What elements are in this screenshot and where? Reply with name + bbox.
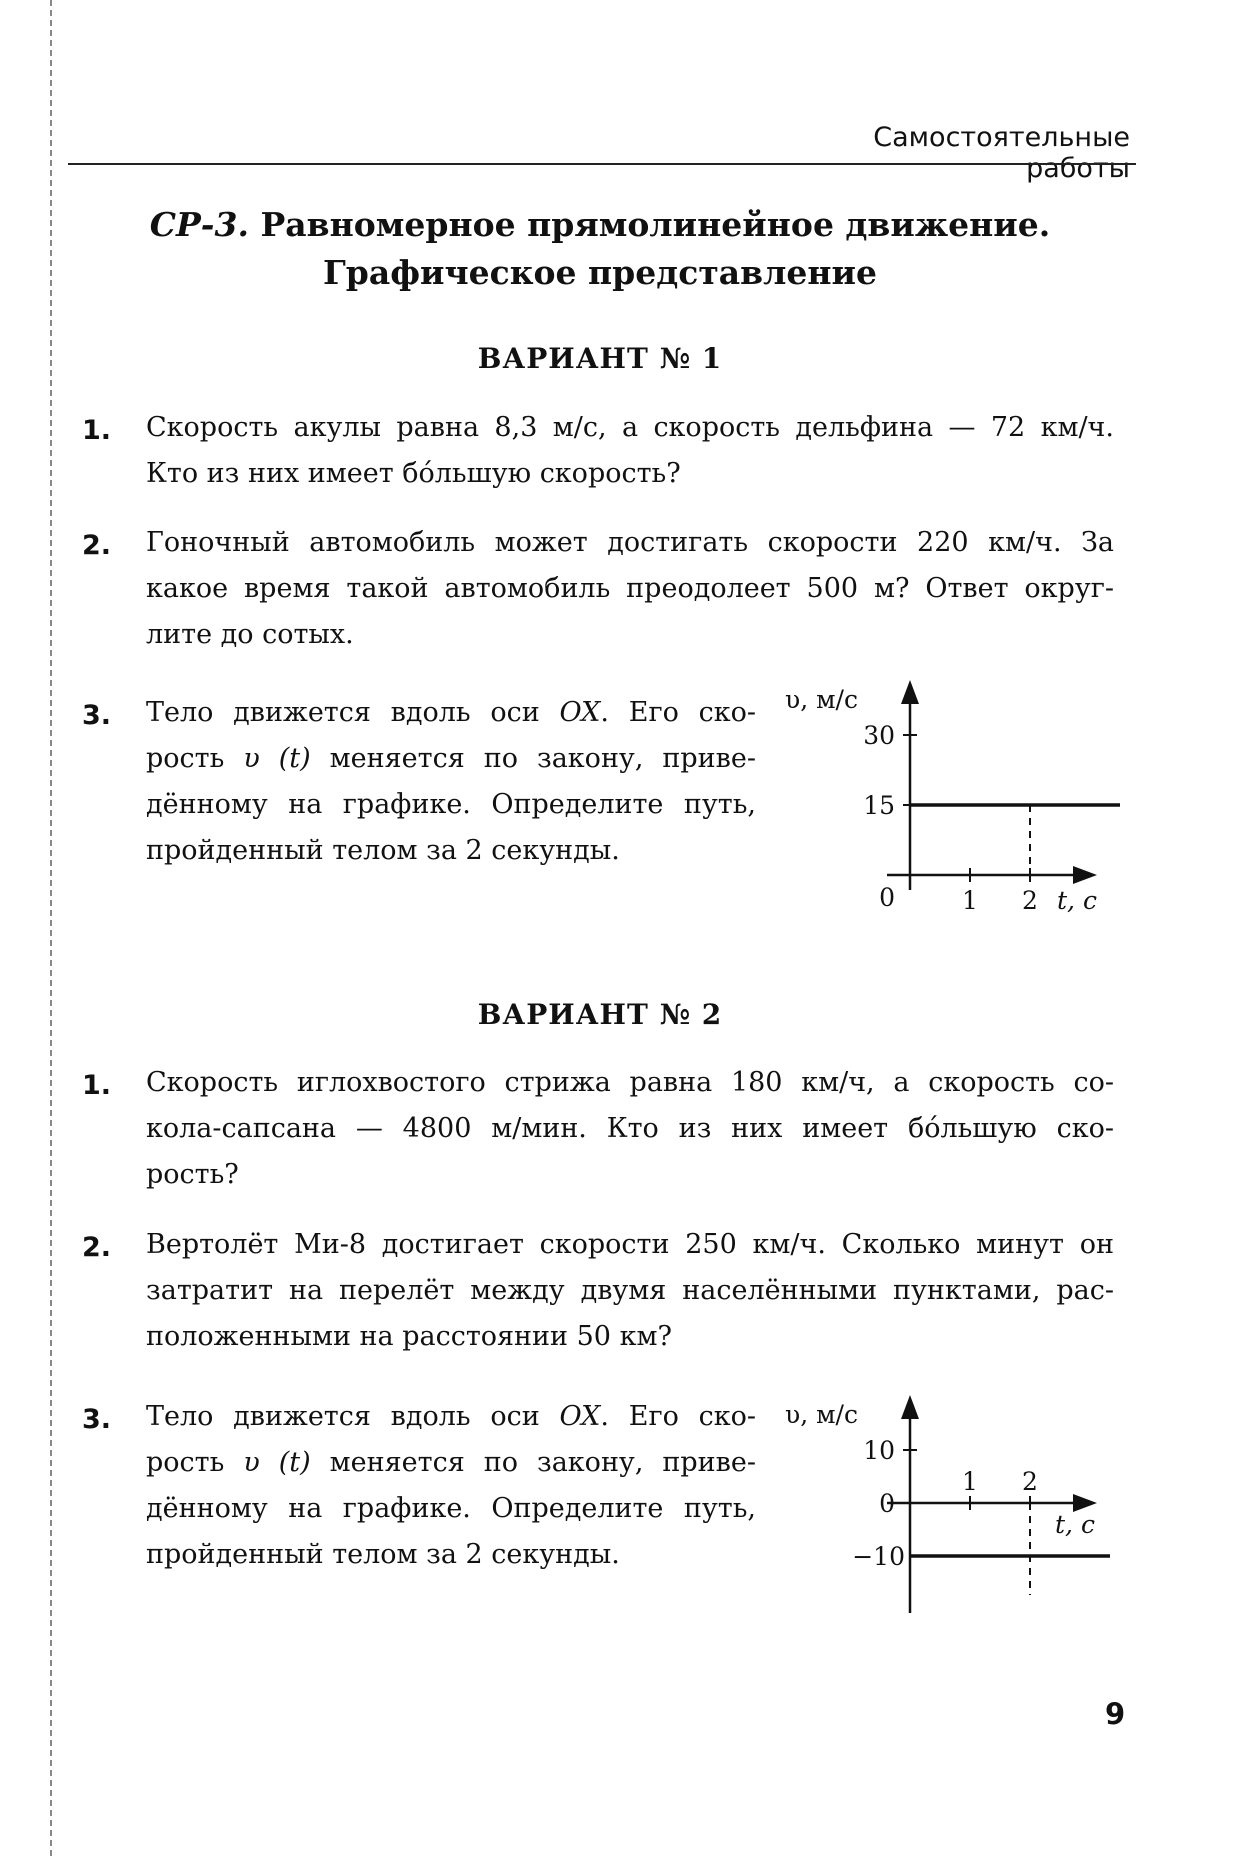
x-tick-label: 2	[1022, 1467, 1038, 1496]
y-tick-label: 10	[863, 1436, 895, 1465]
v1-task2-number: 2.	[82, 530, 112, 561]
text-line: положенными на расстоянии 50 км?	[146, 1321, 672, 1352]
v1-task1-number: 1.	[82, 415, 112, 446]
y-tick-label: 0	[879, 883, 895, 912]
v2-task3-number: 3.	[82, 1404, 112, 1435]
v1-task2-text	[146, 520, 1114, 658]
text-line: Тело движется вдоль оси OX. Его ско-	[146, 1401, 756, 1432]
work-title-line1: Равномерное прямолинейное движение.	[260, 205, 1051, 244]
v1-velocity-graph	[775, 680, 1120, 915]
x-axis-label: t, с	[1057, 886, 1097, 915]
axis-name: OX	[559, 697, 601, 728]
text-line: лите до сотых.	[146, 619, 354, 650]
variant-1-heading: ВАРИАНТ № 1	[477, 342, 723, 375]
v2-velocity-graph	[775, 1395, 1120, 1620]
v2-task2-text	[146, 1222, 1114, 1360]
text-line: какое время такой автомобиль преодолеет 500 м? Ответ округ-	[146, 573, 1114, 604]
y-tick-label: −10	[852, 1542, 905, 1571]
y-tick-label: 15	[863, 791, 895, 820]
x-axis-arrow	[1073, 866, 1097, 884]
velocity-function: υ (t)	[243, 1447, 311, 1478]
v1-task1-text	[146, 405, 1114, 497]
text-line: Скорость акулы равна 8,3 м/с, а скорость дельфина — 72 км/ч.	[146, 412, 1114, 443]
text-line: дённому на графике. Определите путь,	[146, 1493, 756, 1524]
text-line: Скорость иглохвостого стрижа равна 180 км/ч, а скорость со-	[146, 1067, 1114, 1098]
axis-name: OX	[559, 1401, 601, 1432]
x-axis-label: t, с	[1055, 1510, 1095, 1539]
y-axis-label: υ, м/с	[785, 1400, 858, 1429]
x-tick-label: 2	[1022, 886, 1038, 915]
y-axis-label: υ, м/с	[785, 685, 858, 714]
text-line: пройденный телом за 2 секунды.	[146, 1539, 620, 1570]
variant-2-heading: ВАРИАНТ № 2	[477, 998, 723, 1031]
v2-task2-number: 2.	[82, 1232, 112, 1263]
y-tick-label: 30	[863, 721, 895, 750]
y-tick-label: 0	[879, 1489, 895, 1518]
text-line: рость υ (t) меняется по закону, приве-	[146, 743, 756, 774]
velocity-function: υ (t)	[243, 743, 311, 774]
header-rule	[68, 163, 1136, 165]
text-line: дённому на графике. Определите путь,	[146, 789, 756, 820]
text-line: Гоночный автомобиль может достигать скорости 220 км/ч. За	[146, 527, 1114, 558]
y-axis-arrow	[901, 1395, 919, 1419]
text-line: рость?	[146, 1159, 239, 1190]
x-tick-label: 1	[962, 1467, 978, 1496]
v2-task1-text	[146, 1060, 1114, 1198]
v2-task3-text	[146, 1394, 756, 1578]
work-title-line2: Графическое представление	[322, 253, 877, 292]
v1-task3-number: 3.	[82, 700, 112, 731]
y-axis-arrow	[901, 680, 919, 704]
text-line: пройденный телом за 2 секунды.	[146, 835, 620, 866]
text-line: Тело движется вдоль оси OX. Его ско-	[146, 697, 756, 728]
v2-task1-number: 1.	[82, 1070, 112, 1101]
text-line: затратит на перелёт между двумя населёнными пунктами, рас-	[146, 1275, 1114, 1306]
running-header: Самостоятельные работы	[873, 122, 1130, 184]
work-title	[0, 205, 1200, 244]
text-line: Вертолёт Ми-8 достигает скорости 250 км/ч. Сколько минут он	[146, 1229, 1114, 1260]
text-line: кола-сапсана — 4800 м/мин. Кто из них имеет бóльшую ско-	[146, 1113, 1114, 1144]
x-tick-label: 1	[962, 886, 978, 915]
page-number: 9	[1105, 1697, 1126, 1731]
text-line: рость υ (t) меняется по закону, приве-	[146, 1447, 756, 1478]
text-line: Кто из них имеет бóльшую скорость?	[146, 458, 681, 489]
v1-task3-text	[146, 690, 756, 874]
work-code: СР-3.	[149, 205, 249, 244]
